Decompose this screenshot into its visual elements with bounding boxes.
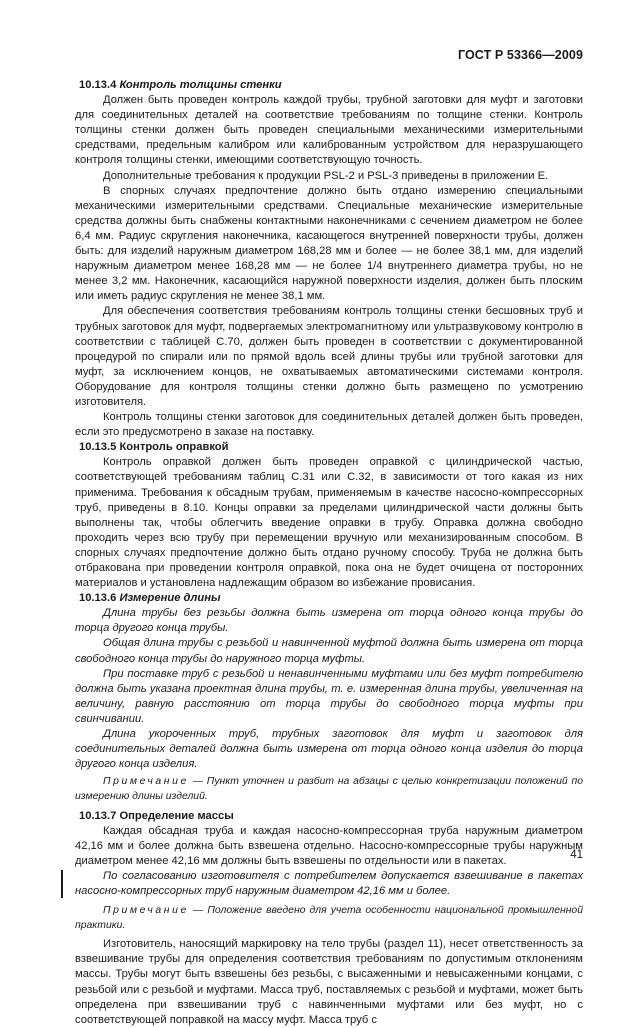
paragraph: Каждая обсадная труба и каждая насосно-компрессорная труба наружным диаметром 42,16 мм и более должна быть взвешена отдельно. Насосно-компрессорные трубы наружным диаметром менее 42,16 мм должны быть взвешены по отдельности или в пакетах.	[75, 824, 583, 867]
note-text: — Пункт уточнен и разбит на абзацы с целью конкретизации положений по измерению длины изделий.	[75, 776, 583, 803]
note-label: Примечание	[103, 776, 189, 788]
paragraph: Длина трубы без резьбы должна быть измерена от торца одного конца трубы до торца другого конца трубы.	[75, 607, 583, 635]
section-title: Контроль оправкой	[119, 441, 229, 454]
section-heading	[75, 591, 583, 606]
section-number: 10.13.4	[79, 79, 117, 91]
section-title: Определение массы	[119, 809, 234, 822]
paragraph: В спорных случаях предпочтение должно быть отдано измерению специальными механическими измерительными средствами. Специальные механические измерительные средства должны быть снабжены контактными наконечниками с сечением диаметром не более 6,4 мм. Радиус скругления наконечника, касающегося внутренней поверхности трубы, должен быть: для изделий наружным диаметром 168,28 мм и более — не более 38,1 мм, для изделий наружным диаметром менее 168,28 мм — не более 1/4 внутреннего диаметра трубы, но не менее 3,2 мм. Наконечник, касающийся наружной поверхности изделия, должен быть плоским или иметь радиус скругления не менее 38,1 мм.	[75, 184, 583, 303]
change-marked-paragraph: По согласованию изготовителя с потребителем допускается взвешивание в пакетах насосно-компрессорных труб наружным диаметром 42,16 мм и более.	[75, 869, 583, 899]
section-heading	[75, 809, 583, 824]
paragraph: Изготовитель, наносящий маркировку на тело трубы (раздел 11), несет ответственность за взвешивание трубы для определения соответствия требованиям по допустимым отклонениям массы. Трубы могут быть взвешены без резьбы, с высаженными и невысаженными концами, с резьбой или с резьбой и муфтами. Масса труб, поставляемых с резьбой и муфтами, может быть определена при взвешивании труб с навинченными муфтами или без муфт, но с соответствующей поправкой на массу муфт. Масса труб с	[75, 938, 583, 1026]
paragraph: Общая длина трубы с резьбой и навинченной муфтой должна быть измерена от торца свободного конца трубы до наружного торца муфты.	[75, 637, 583, 665]
section-title: Контроль толщины стенки	[119, 79, 282, 91]
note-label: Примечание	[103, 905, 189, 917]
note	[75, 903, 583, 933]
paragraph: Длина укороченных труб, трубных заготовок для муфт и заготовок для соединительных деталей должна быть измерена от торца одного конца изделия до торца другого конца изделия.	[75, 728, 583, 771]
paragraph: Дополнительные требования к продукции PSL-2 и PSL-3 приведены в приложении Е.	[103, 169, 549, 182]
document-body	[75, 78, 583, 1028]
paragraph: Должен быть проведен контроль каждой трубы, трубной заготовки для муфт и заготовки для соединительных деталей на соответствие требованиям по толщине стенки. Контроль толщины стенки должен быть проведен специальными механическими измерительными средствами, предельным калибром или калиброванным устройством для неразрушающего контроля толщины стенки, имеющими соответствующую точность.	[75, 94, 583, 167]
paragraph: Контроль оправкой должен быть проведен оправкой с цилиндрической частью, соответствующей требованиям таблиц С.31 или С.32, в зависимости от того какая из них применима. Требования к обсадным трубам, применяемым в качестве насосно-компрессорных труб, приведены в 8.10. Концы оправки за пределами цилиндрической части должны быть выполнены так, чтобы облегчить введение оправки в трубу. Оправка должна свободно проходить через всю трубу при перемещении вручную или механизированным способом. В спорных случаях предпочтение должно быть отдано ручному способу. Труба не должна быть отбракована при проведении контроля оправкой, пока она не будет очищена от посторонних материалов и установлена надлежащим образом во избежание провисания.	[75, 456, 583, 590]
paragraph: Для обеспечения соответствия требованиям контроль толщины стенки бесшовных труб и трубных заготовок для муфт, подвергаемых электромагнитному или ультразвуковому контролю в соответствии с таблицей С.70, должен быть проведен в соответствии с документированной процедурой по спирали или по прямой вдоль всей длины трубы или трубной заготовки для муфт, за исключением концов, не охватываемых автоматическими системами контроля. Оборудование для контроля толщины стенки должно быть размещено по усмотрению изготовителя.	[75, 305, 583, 408]
note	[75, 774, 583, 804]
paragraph: При поставке труб с резьбой и ненавинченными муфтами или без муфт потребителю должна быть указана проектная длина трубы, т. е. измеренная длина трубы, увеличенная на величину, равную расстоянию от торца трубы до свободного торца муфты при свинчивании.	[75, 667, 583, 725]
section-heading	[75, 78, 583, 93]
standard-code: ГОСТ Р 53366—2009	[457, 48, 583, 62]
note-text: — Положение введено для учета особенности национальной промышленной практики.	[75, 905, 583, 932]
section-title: Измерение длины	[119, 592, 221, 605]
section-number: 10.13.5	[79, 441, 117, 454]
section-number: 10.13.7	[79, 809, 117, 822]
paragraph: Контроль толщины стенки заготовок для соединительных деталей должен быть проведен, если это предусмотрено в заказе на поставку.	[75, 411, 583, 439]
section-number: 10.13.6	[79, 592, 117, 605]
section-heading	[75, 440, 583, 455]
page-number: 41	[570, 849, 583, 861]
